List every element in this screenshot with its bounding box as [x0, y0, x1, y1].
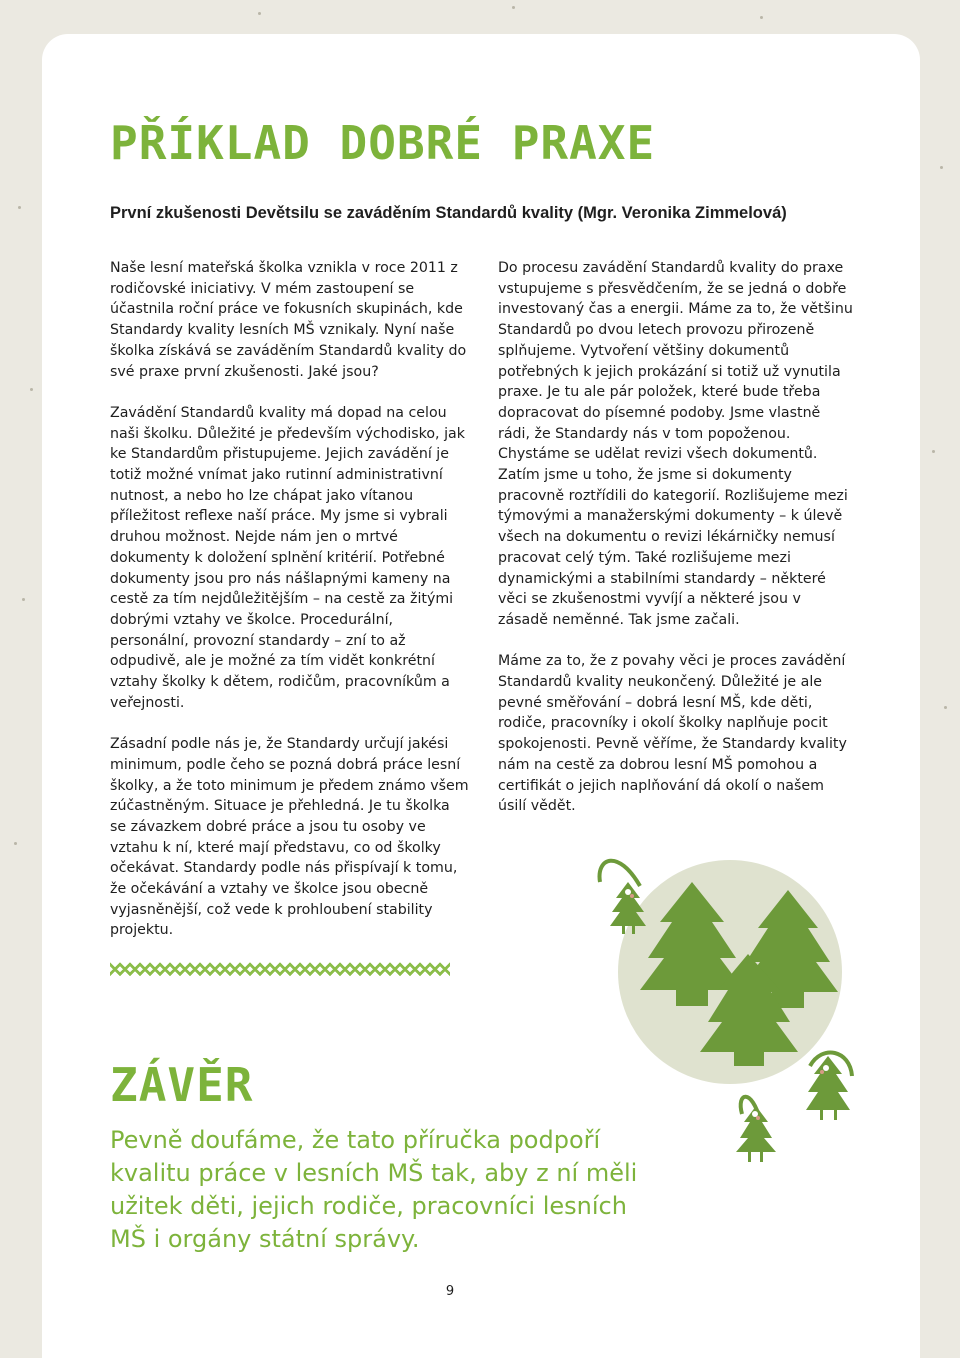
tree-gnome-icon: [806, 1053, 852, 1120]
background-speck: [18, 206, 21, 209]
left-column: [110, 258, 470, 962]
background-speck: [760, 16, 763, 19]
paragraph: Do procesu zavádění Standardů kvality do praxe vstupujeme s přesvědčením, že se jedná o dobře investovaný čas a energii. Máme za to, že většinu Standardů po dvou letech provozu přirozeně splňujeme. Vytvoření většiny dokumentů potřebných k jejich prokázání si totiž už vynutila praxe. Je tu ale pár položek, které bude třeba dopracovat do písemné podoby. Jsme vlastně rádi, že Standardy nás v tom popoženou. Chystáme se udělat revizi všech dokumentů. Zatím jsme u toho, že jsme si dokumenty pracovně roztřídili do kategorií. Rozlišujeme mezi týmovými a manažerskými dokumenty – k úlevě všech na dokumentu o revizi lékárničky nemusí pracovat celý tým. Také rozlišujeme mezi dynamickými a stabilními standardy – některé věci se zkušenostmi vyvíjí a některé jsou v zásadě neměnné. Tak jsme začali.: [498, 260, 853, 628]
background-speck: [512, 6, 515, 9]
background-speck: [940, 166, 943, 169]
conclusion-title: ZÁVĚR: [110, 1058, 254, 1112]
background-speck: [932, 450, 935, 453]
paragraph: Zavádění Standardů kvality má dopad na celou naši školku. Důležité je především východisko, jak ke Standardům přistupujeme. Jejich zavádění je totiž možné vnímat jako rutinní administrativní nutnost, a nebo ho lze chápat jako vítanou příležitost reflexe naší práce. My jsme si vybrali druhou možnost. Nejde nám jen o mrtvé dokumenty k doložení splnění kritérií. Potřebné dokumenty jsou pro nás nášlapnými kameny na cestě za tím nejdůležitějším – na cestě za žitými dobrými vztahy ve školce. Procedurální, personální, provozní standardy – zní to až odpudivě, ale je možné za tím vidět konkrétní vztahy školky k dětem, rodičům, pracovníkům a veřejnosti.: [110, 404, 465, 711]
conclusion-text: Pevně doufáme, že tato příručka podpoří kvalitu práce v lesních MŠ tak, aby z ní měli užitek děti, jejich rodiče, pracovníci lesních MŠ i orgány státní správy.: [110, 1126, 638, 1253]
background-speck: [258, 12, 261, 15]
paragraph: Máme za to, že z povahy věci je proces zavádění Standardů kvality neukončený. Důležité je ale pevné směřování – dobrá lesní MŠ, kde děti, rodiče, pracovníky i okolí školky naplňuje pocit spokojenosti. Pevně věříme, že Standardy kvality nám na cestě za dobrou lesní MŠ pomohou a certifikát o jejich naplňování dá okolí o našem úsilí vědět.: [498, 653, 847, 815]
background-speck: [944, 706, 947, 709]
background-speck: [14, 842, 17, 845]
background-speck: [22, 598, 25, 601]
tree-gnome-icon: [736, 1097, 776, 1162]
right-column: [498, 258, 854, 838]
tree-gnome-icon: [600, 861, 646, 934]
decorative-divider: [110, 962, 450, 976]
paragraph: Naše lesní mateřská školka vznikla v roce 2011 z rodičovské iniciativy. V mém zastoupení se účastnila roční práce ve fokusních skupinách, kde Standardy kvality lesních MŠ vznikaly. Nyní naše školka získává se zaváděním Standardů kvality do své praxe první zkušenosti. Jaké jsou?: [110, 260, 467, 380]
paragraph: Zásadní podle nás je, že Standardy určují jakési minimum, podle čeho se pozná dobrá práce lesní školky, a že toto minimum je předem známo všem zúčastněným. Situace je přehledná. Je tu školka se závazkem dobré práce a jsou tu osoby ve vztahu k ní, které mají představu, co od školky očekávat. Standardy podle nás přispívají k tomu, že očekávání a vztahy ve školce jsou obecně vyjasněnější, což vede k prohloubení stability projektu.: [110, 736, 469, 939]
background-speck: [30, 388, 33, 391]
page-title: PŘÍKLAD DOBRÉ PRAXE: [110, 116, 656, 170]
page-number: 9: [445, 1284, 455, 1299]
article-subtitle: První zkušenosti Devětsilu se zaváděním Standardů kvality (Mgr. Veronika Zimmelová): [110, 204, 787, 222]
